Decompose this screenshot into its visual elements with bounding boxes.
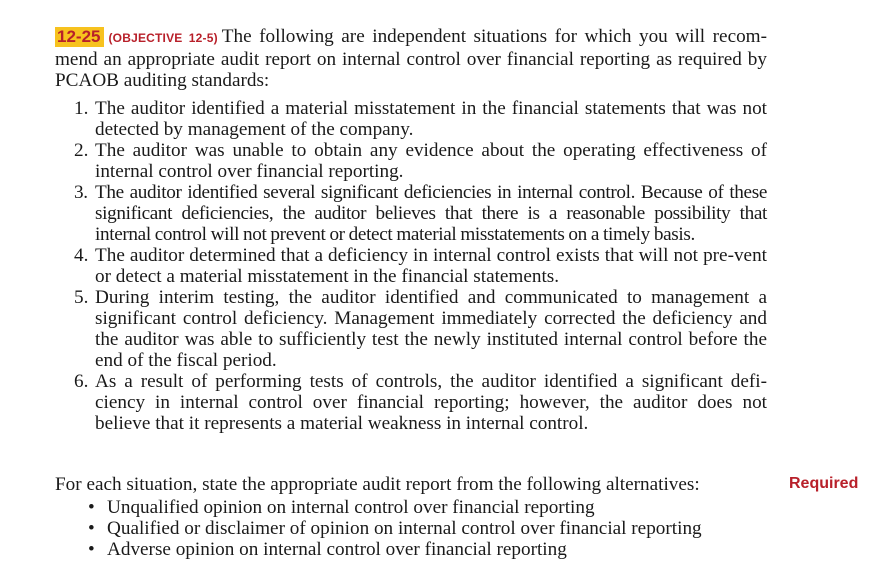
alternative-text: Unqualified opinion on internal control over financial reporting [107, 497, 595, 518]
situation-item [55, 98, 767, 140]
situation-number: 3. [74, 182, 88, 203]
situation-number: 1. [74, 98, 89, 119]
problem-number: 12-25 [55, 27, 104, 47]
alternative-item [55, 518, 767, 539]
required-label: Required [789, 475, 859, 492]
bullet-icon: • [88, 518, 95, 539]
situation-number: 6. [74, 371, 89, 392]
situation-item [55, 182, 767, 245]
situation-text: The auditor identified several significant deficiencies in internal control. Because of these significant deficiencies, the auditor believes that there is a reasonable possibility that internal control will not prevent or detect material misstatements on a timely basis. [95, 182, 767, 245]
alternatives-list [55, 497, 767, 560]
bullet-icon: • [88, 539, 95, 560]
problem-block [55, 26, 767, 434]
problem-intro-text: The following are independent situations for which you will recom-mend an appropriate audit report on internal control over financial reporting as required by PCAOB auditing standards: [55, 26, 767, 91]
alternative-text: Qualified or disclaimer of opinion on internal control over financial reporting [107, 518, 702, 539]
situations-list [55, 98, 767, 434]
alternative-item [55, 497, 767, 518]
situation-text: The auditor determined that a deficiency in internal control exists that will not pre-vent or detect a material misstatement in the financial statements. [95, 245, 767, 287]
situation-text: The auditor was unable to obtain any evidence about the operating effectiveness of internal control over financial reporting. [95, 140, 767, 182]
instructions-text: For each situation, state the appropriate audit report from the following alternatives: [55, 474, 700, 495]
situation-text: As a result of performing tests of controls, the auditor identified a significant defi-ciency in internal control over financial reporting; however, the auditor does not believe that it represents a material weakness in internal control. [95, 371, 767, 434]
situation-item [55, 371, 767, 434]
situation-number: 5. [74, 287, 89, 308]
objective-label: (OBJECTIVE 12-5) [108, 31, 218, 45]
situation-number: 2. [74, 140, 89, 161]
situation-text: During interim testing, the auditor identified and communicated to management a significant control deficiency. Management immediately corrected the deficiency and the auditor was able to sufficiently test the newly instituted internal control before the end of the fiscal period. [95, 287, 767, 371]
problem-intro-paragraph [55, 26, 767, 91]
situation-number: 4. [74, 245, 89, 266]
alternative-item [55, 539, 767, 560]
situation-item [55, 287, 767, 371]
situation-item [55, 140, 767, 182]
instructions-block [55, 474, 767, 560]
bullet-icon: • [88, 497, 95, 518]
situation-text: The auditor identified a material misstatement in the financial statements that was not detected by management of the company. [95, 98, 767, 140]
situation-item [55, 245, 767, 287]
alternative-text: Adverse opinion on internal control over financial reporting [107, 539, 567, 560]
